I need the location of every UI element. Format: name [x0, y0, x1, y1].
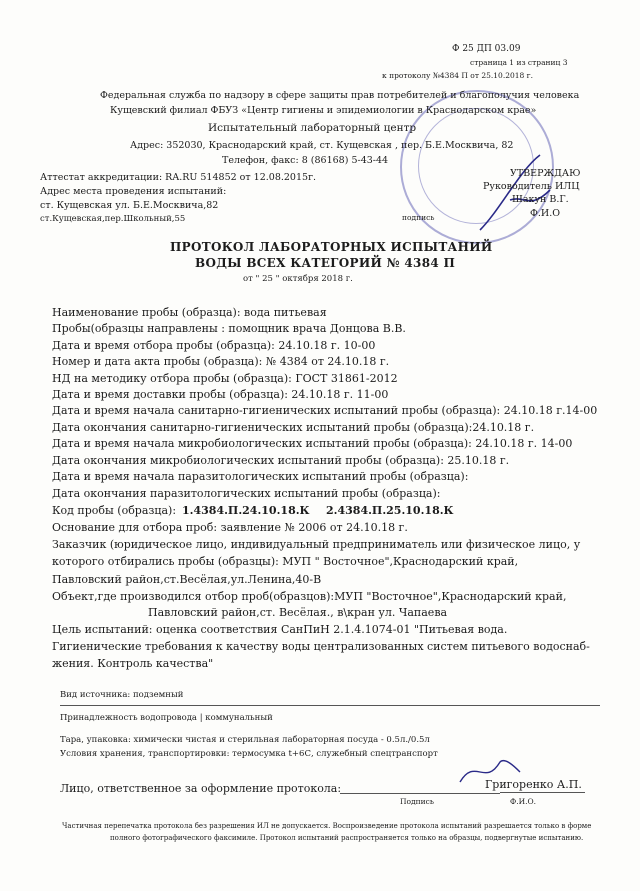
name-underline	[500, 792, 585, 793]
field-packaging: Тара, упаковка: химически чистая и стерильная лабораторная посуда - 0.5л./0.5л	[60, 735, 430, 745]
footer-line1: Частичная перепечатка протокола без разрешения ИЛ не допускается. Воспроизведение протокола испытаний разрешается только в форме	[62, 822, 592, 830]
page-number: страница 1 из страниц 3	[470, 58, 568, 67]
field-delivery-date: Дата и время доставки пробы (образца): 24.10.18 г. 11-00	[52, 388, 389, 401]
fio-caption: Ф.И.О.	[510, 797, 537, 806]
field-micro-start: Дата и время начала микробиологических испытаний пробы (образца): 24.10.18 г. 14-00	[52, 437, 573, 450]
agency-name: Федеральная служба по надзору в сфере защиты прав потребителей и благополучия человека	[100, 90, 580, 101]
field-customer-line2: которого отбирались пробы (образцы): МУП " Восточное",Краснодарский край,	[52, 555, 519, 568]
field-object-line2: Павловский район,ст. Весёлая., в\кран ул. Чапаева	[148, 606, 448, 619]
center-name: Испытательный лабораторный центр	[208, 122, 417, 134]
form-code: Ф 25 ДП 03.09	[452, 44, 521, 54]
field-purpose-line3: жения. Контроль качества"	[52, 657, 214, 670]
protocol-title-line1: ПРОТОКОЛ ЛАБОРАТОРНЫХ ИСПЫТАНИЙ	[170, 240, 493, 254]
protocol-title-line2: ВОДЫ ВСЕХ КАТЕГОРИЙ № 4384 П	[195, 256, 456, 270]
field-source-type: Вид источника: подземный	[60, 690, 184, 700]
field-object-line1: Объект,где производился отбор проб(образцов):МУП "Восточное",Краснодарский край,	[52, 590, 567, 603]
field-sample-name: Наименование пробы (образца): вода питьевая	[52, 306, 327, 319]
responsible-name: Григоренко А.П.	[485, 778, 582, 791]
field-parasite-start: Дата и время начала паразитологических испытаний пробы (образца):	[52, 470, 469, 483]
signature-caption: Подпись	[400, 797, 434, 806]
field-purpose-line2: Гигиенические требования к качеству воды централизованных систем питьевого водоснаб-	[52, 640, 590, 653]
approver-fio-label: Ф.И.О	[530, 208, 560, 219]
divider	[60, 705, 600, 706]
test-place-2: ст.Кущевская,пер.Школьный,55	[40, 214, 186, 224]
sample-code-1: 1.4384.П.24.10.18.К	[182, 504, 310, 517]
test-places-label: Адрес места проведения испытаний:	[40, 186, 227, 197]
field-basis: Основание для отбора проб: заявление № 2006 от 24.10.18 г.	[52, 521, 408, 534]
sample-code-label: Код пробы (образца):	[52, 504, 177, 517]
field-customer-line1: Заказчик (юридическое лицо, индивидуальный предприниматель или физическое лицо, у	[52, 538, 581, 551]
protocol-ref: к протоколу №4384 П от 25.10.2018 г.	[382, 71, 533, 80]
org-phone: Телефон, факс: 8 (86168) 5-43-44	[222, 155, 389, 166]
accreditation-certificate: Аттестат аккредитации: RA.RU 514852 от 12.08.2015г.	[40, 172, 317, 183]
field-parasite-end: Дата окончания паразитологических испытаний пробы (образца):	[52, 487, 441, 500]
sample-code-2: 2.4384.П.25.10.18.К	[326, 504, 454, 517]
field-sampling-date: Дата и время отбора пробы (образца): 24.10.18 г. 10-00	[52, 339, 376, 352]
approve-label: УТВЕРЖДАЮ	[510, 168, 581, 179]
field-sanitary-start: Дата и время начала санитарно-гигиенических испытаний пробы (образца): 24.10.18 г.14-00	[52, 404, 598, 417]
field-pipeline-ownership: Принадлежность водопровода | коммунальный	[60, 713, 273, 723]
signature-label: подпись	[402, 213, 435, 222]
field-purpose-line1: Цель испытаний: оценка соответствия СанПиН 2.1.4.1074-01 "Питьевая вода.	[52, 623, 508, 636]
footer-line2: полного фотографического факсимиле. Протокол испытаний распространяется только на образцы, подвергнутые испытанию.	[110, 834, 584, 842]
org-address: Адрес: 352030, Краснодарский край, ст. Кущевская , пер. Б.Е.Москвича, 82	[130, 140, 514, 151]
field-micro-end: Дата окончания микробиологических испытаний пробы (образца): 25.10.18 г.	[52, 454, 510, 467]
field-sent-by: Пробы(образцы направлены : помощник врача Донцова В.В.	[52, 322, 406, 335]
approver-position: Руководитель ИЛЦ	[483, 181, 580, 192]
signature-line	[340, 793, 500, 794]
field-act-number: Номер и дата акта пробы (образца): № 4384 от 24.10.18 г.	[52, 355, 390, 368]
test-place-1: ст. Кущевская ул. Б.Е.Москвича,82	[40, 200, 219, 211]
branch-name: Кущевский филиал ФБУЗ «Центр гигиены и эпидемиологии в Краснодарском крае»	[110, 105, 537, 116]
protocol-date: от " 25 " октября 2018 г.	[243, 274, 353, 284]
field-storage: Условия хранения, транспортировки: термосумка t+6С, служебный спецтранспорт	[60, 749, 438, 759]
field-customer-line3: Павловский район,ст.Весёлая,ул.Ленина,40-В	[52, 573, 322, 586]
responsible-label: Лицо, ответственное за оформление протокола:	[60, 782, 342, 795]
approver-name: Шакун В.Г.	[512, 194, 569, 205]
field-sanitary-end: Дата окончания санитарно-гигиенических испытаний пробы (образца):24.10.18 г.	[52, 421, 535, 434]
field-method-doc: НД на методику отбора пробы (образца): ГОСТ 31861-2012	[52, 372, 398, 385]
